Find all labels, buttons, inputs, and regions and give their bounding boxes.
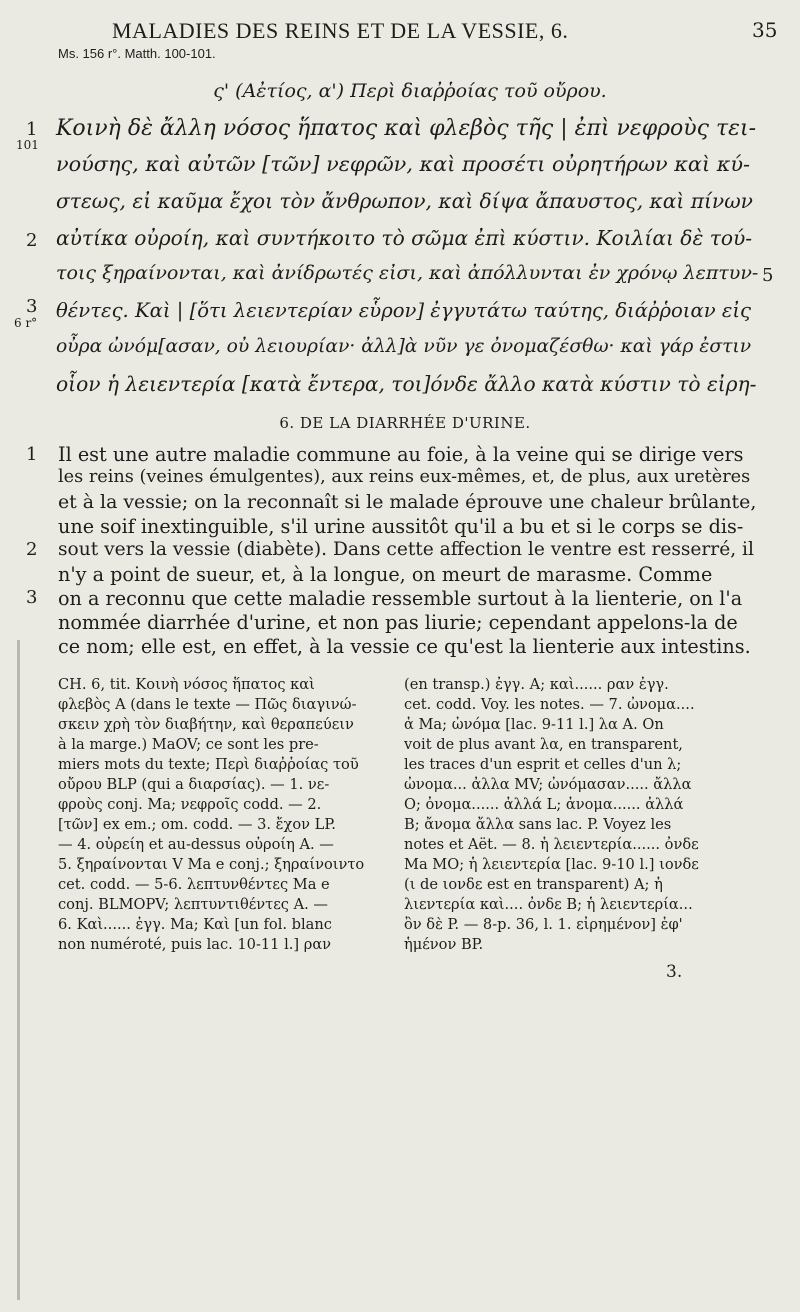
greek-line: στεως, εἰ καῦμα ἔχοι τὸν ἄνθρωπον, καὶ δίψα ἄπαυστος, καὶ πίνων [56, 189, 753, 213]
page-edge-shadow [17, 640, 20, 1300]
note-line-right: ἀ Ma; ὠνόμα [lac. 9-11 l.] λα A. On [404, 716, 664, 733]
page-number: 35 [752, 18, 778, 42]
note-line-right: B; ἄνομα ἄλλα sans lac. P. Voyez les [404, 816, 672, 833]
french-line-number-3: 3 [26, 587, 38, 608]
note-line-left: CH. 6, tit. Κοινὴ νόσος ἥπατος καὶ [58, 676, 315, 693]
note-line-right: (ι de ιονδε est en transparent) A; ἡ [404, 876, 663, 893]
greek-line-number-1: 1 [26, 119, 38, 140]
french-line: nommée diarrhée d'urine, et non pas liurie; cependant appelons-la de [58, 611, 738, 634]
greek-line-number-5: 5 [762, 265, 774, 286]
note-line-left: à la marge.) MaOV; ce sont les pre- [58, 736, 319, 753]
note-line-right: O; ὀνομα...... ἀλλά L; ἀνομα...... ἀλλά [404, 796, 684, 813]
french-line: et à la vessie; on la reconnaît si le malade éprouve une chaleur brûlante, [58, 491, 757, 513]
greek-line: αὐτίκα οὐροίη, καὶ συντήκοιτο τὸ σῶμα ἐπὶ κύστιν. Κοιλίαι δὲ τού- [56, 226, 753, 250]
note-line-left: οὔρου BLP (qui a διαρσίας). — 1. νε- [58, 776, 330, 793]
folio-number-101: 101 [16, 138, 39, 152]
note-line-right: ὠνομα... ἀλλα MV; ὠνόμασαν..... ἄλλα [404, 776, 692, 793]
note-line-left: 5. ξηραίνονται V Ma e conj.; ξηραίνοιντο [58, 856, 365, 873]
french-line: n'y a point de sueur, et, à la longue, on meurt de marasme. Comme [58, 563, 713, 586]
note-line-left: 6. Καὶ...... ἐγγ. Ma; Καὶ [un fol. blanc [58, 916, 332, 933]
greek-line: θέντες. Καὶ | [ὅτι λειεντερίαν εὗρον] ἐγγυτάτω ταύτης, διάῤῥοιαν εἰς [56, 299, 752, 322]
greek-line: νούσης, καὶ αὐτῶν [τῶν] νεφρῶν, καὶ προσέτι οὐρητήρων καὶ κύ- [56, 152, 751, 176]
note-line-right: voit de plus avant λα, en transparent, [404, 736, 683, 753]
note-line-right: les traces d'un esprit et celles d'un λ; [404, 756, 682, 773]
french-line-number-1: 1 [26, 444, 38, 465]
greek-line: Κοινὴ δὲ ἄλλη νόσος ἥπατος καὶ φλεβὸς τῆς | ἐπὶ νεφροὺς τει- [56, 116, 757, 141]
french-line-number-2: 2 [26, 539, 38, 560]
manuscript-reference: Ms. 156 r°. Matth. 100-101. [58, 46, 216, 61]
note-line-right: ὂν δὲ P. — 8-p. 36, l. 1. εἰρημένον] ἐφ' [404, 916, 683, 933]
note-line-right: (en transp.) ἐγγ. A; καὶ...... ραν ἐγγ. [404, 676, 669, 693]
french-line: sout vers la vessie (diabète). Dans cette affection le ventre est resserré, il [58, 539, 754, 560]
french-line: Il est une autre maladie commune au foie, à la veine qui se dirige vers [58, 443, 744, 466]
note-line-left: conj. BLMOPV; λεπτυντιθέντες A. — [58, 896, 329, 913]
greek-line: οὖρα ὠνόμ[ασαν, οὐ λειουρίαν· ἀλλ]ὰ νῦν γε ὀνομαζέσθω· καὶ γάρ ἐστιν [56, 336, 752, 357]
note-line-left: — 4. οὐρείη et au-dessus οὐροίη A. — [58, 836, 334, 853]
folio-marker: 6 r° [14, 316, 38, 330]
note-line-right: Ma MO; ἡ λειεντερία [lac. 9-10 l.] ιονδε [404, 856, 699, 873]
signature-mark: 3. [666, 962, 683, 982]
french-line: une soif inextinguible, s'il urine aussitôt qu'il a bu et si le corps se dis- [58, 515, 744, 538]
note-line-right: ἡμένον BP. [404, 936, 484, 953]
note-line-left: φροὺς conj. Ma; νεφροῖς codd. — 2. [58, 796, 322, 813]
note-line-right: cet. codd. Voy. les notes. — 7. ὠνομα.... [404, 696, 695, 713]
note-line-left: cet. codd. — 5-6. λεπτυνθέντες Ma e [58, 876, 330, 893]
greek-line: οἷον ἡ λειεντερία [κατὰ ἔντερα, τοι]όνδε ἄλλο κατὰ κύστιν τὸ εἰρη- [56, 372, 757, 396]
note-line-left: non numéroté, puis lac. 10-11 l.] ραν [58, 936, 332, 953]
french-line: on a reconnu que cette maladie ressemble surtout à la lienterie, on l'a [58, 587, 743, 610]
note-line-left: miers mots du texte; Περὶ διαῤῥοίας τοῦ [58, 756, 359, 773]
french-chapter-title: 6. DE LA DIARRHÉE D'URINE. [279, 414, 531, 432]
greek-line-number-3: 3 [26, 296, 38, 317]
running-title: MALADIES DES REINS ET DE LA VESSIE, 6. [112, 18, 569, 43]
greek-line: τοις ξηραίνονται, καὶ ἀνίδρωτές εἰσι, καὶ ἀπόλλυνται ἐν χρόνῳ λεπτυν- [56, 262, 759, 284]
note-line-left: σκειν χρὴ τὸν διαβήτην, καὶ θεραπεύειν [58, 716, 354, 733]
note-line-left: [τῶν] ex em.; om. codd. — 3. ἔχον LP. [58, 816, 336, 833]
note-line-left: φλεβὸς A (dans le texte — Πῶς διαγινώ- [58, 696, 357, 713]
greek-chapter-title: ς' (Αἐτίος, α') Περὶ διαῤῥοίας τοῦ οὔρου. [213, 80, 607, 102]
greek-line-number-2: 2 [26, 230, 38, 251]
french-line: ce nom; elle est, en effet, à la vessie ce qu'est la lienterie aux intestins. [58, 635, 751, 658]
french-line: les reins (veines émulgentes), aux reins eux-mêmes, et, de plus, aux uretères [58, 467, 751, 487]
note-line-right: λιεντερία καὶ.... ὀνδε B; ἡ λειεντερία... [404, 896, 693, 913]
note-line-right: notes et Aët. — 8. ἡ λειεντερία...... ὀνδε [404, 836, 699, 853]
